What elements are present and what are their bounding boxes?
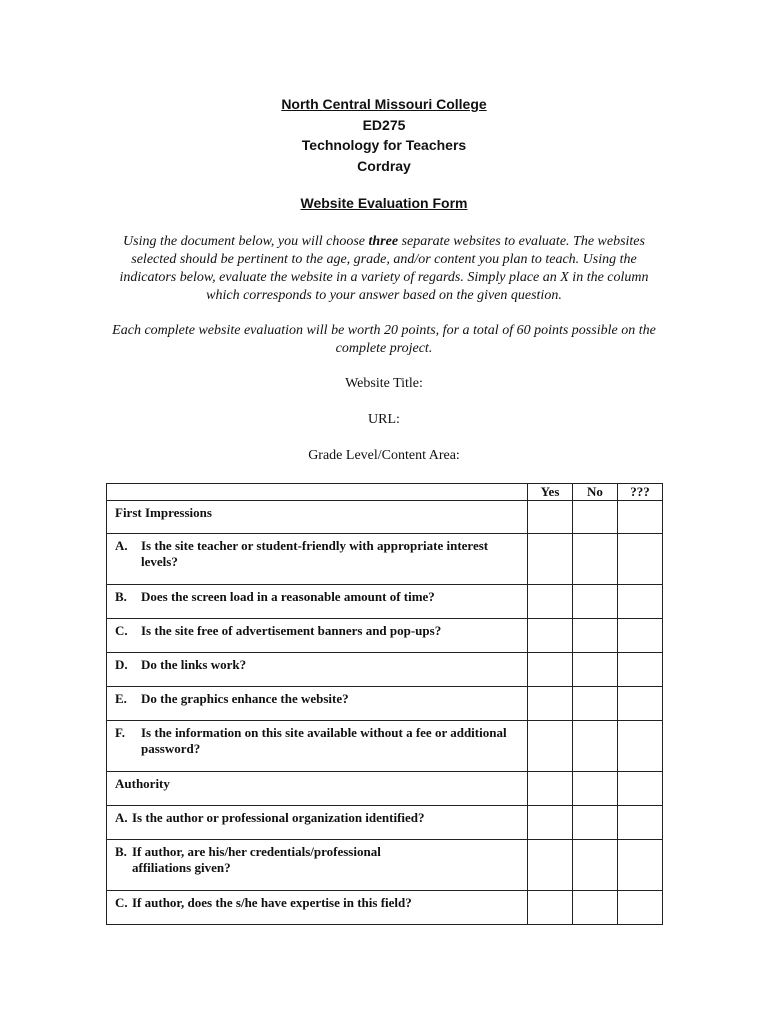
- answer-cell-yes[interactable]: [528, 585, 573, 619]
- answer-cell-unsure[interactable]: [618, 585, 663, 619]
- question-cell: [107, 585, 528, 619]
- question-letter: F.: [115, 725, 125, 740]
- answer-cell-unsure[interactable]: [618, 721, 663, 772]
- question-cell: [107, 653, 528, 687]
- website-title-label: Website Title:: [345, 376, 423, 391]
- table-row: [107, 840, 663, 891]
- answer-cell-yes[interactable]: [528, 806, 573, 840]
- question-letter: D.: [115, 657, 128, 672]
- question-text: Is the site teacher or student-friendly with appropriate interest levels?: [141, 538, 489, 569]
- scoring-paragraph: Each complete website evaluation will be worth 20 points, for a total of 60 points possible on the complete project.: [112, 323, 656, 356]
- column-header-unsure: ???: [618, 484, 663, 501]
- question-cell: [107, 806, 528, 840]
- intro-bold-word: three: [368, 234, 399, 249]
- answer-cell-no[interactable]: [573, 619, 618, 653]
- course-code: ED275: [362, 116, 406, 133]
- table-row: [107, 653, 663, 687]
- section-row: [107, 501, 663, 534]
- question-cell: [107, 721, 528, 772]
- question-text: Is the information on this site available without a fee or additional password?: [141, 725, 507, 756]
- question-text: Do the graphics enhance the website?: [141, 691, 349, 706]
- answer-cell-no[interactable]: [573, 585, 618, 619]
- answer-cell-unsure[interactable]: [618, 840, 663, 891]
- intro-paragraph: [110, 233, 658, 305]
- column-header-no: No: [573, 484, 618, 501]
- table-header-row: [107, 484, 663, 501]
- answer-cell-yes[interactable]: [528, 653, 573, 687]
- table-row: [107, 534, 663, 585]
- answer-cell-unsure[interactable]: [618, 534, 663, 585]
- table-row: [107, 891, 663, 925]
- intro-text-part1: Using the document below, you will choose: [123, 234, 369, 249]
- question-text: If author, are his/her credentials/professional affiliations given?: [132, 844, 381, 875]
- question-cell: [107, 687, 528, 721]
- answer-cell-unsure[interactable]: [618, 501, 663, 534]
- course-title: Technology for Teachers: [301, 137, 467, 153]
- evaluation-table: [106, 483, 663, 925]
- answer-cell-unsure[interactable]: [618, 653, 663, 687]
- question-letter: C.: [115, 895, 128, 910]
- table-row: [107, 687, 663, 721]
- section-row: [107, 772, 663, 806]
- instructor-name: Cordray: [357, 157, 411, 174]
- form-title: Website Evaluation Form: [300, 195, 468, 211]
- column-header-yes: Yes: [528, 484, 573, 501]
- answer-cell-unsure[interactable]: [618, 891, 663, 925]
- answer-cell-no[interactable]: [573, 840, 618, 891]
- question-letter: B.: [115, 844, 127, 859]
- answer-cell-no[interactable]: [573, 501, 618, 534]
- section-title-authority: Authority: [107, 772, 528, 806]
- answer-cell-no[interactable]: [573, 653, 618, 687]
- question-cell: [107, 891, 528, 925]
- question-cell: [107, 840, 528, 891]
- answer-cell-yes[interactable]: [528, 891, 573, 925]
- answer-cell-yes[interactable]: [528, 501, 573, 534]
- question-letter: B.: [115, 589, 127, 604]
- answer-cell-unsure[interactable]: [618, 619, 663, 653]
- section-title-first-impressions: First Impressions: [107, 501, 528, 534]
- question-text: If author, does the s/he have expertise in this field?: [132, 895, 412, 910]
- table-row: [107, 619, 663, 653]
- answer-cell-yes[interactable]: [528, 721, 573, 772]
- question-text: Does the screen load in a reasonable amount of time?: [141, 589, 435, 604]
- answer-cell-yes[interactable]: [528, 840, 573, 891]
- question-text: Do the links work?: [141, 657, 247, 672]
- answer-cell-no[interactable]: [573, 891, 618, 925]
- table-row: [107, 721, 663, 772]
- question-text: Is the site free of advertisement banners and pop-ups?: [141, 623, 442, 638]
- table-row: [107, 585, 663, 619]
- question-text: Is the author or professional organization identified?: [132, 810, 425, 825]
- answer-cell-unsure[interactable]: [618, 806, 663, 840]
- answer-cell-yes[interactable]: [528, 619, 573, 653]
- answer-cell-no[interactable]: [573, 806, 618, 840]
- header-blank-cell: [107, 484, 528, 501]
- college-name: North Central Missouri College: [281, 96, 487, 112]
- answer-cell-no[interactable]: [573, 772, 618, 806]
- question-letter: E.: [115, 691, 127, 706]
- question-letter: A.: [115, 538, 128, 553]
- answer-cell-unsure[interactable]: [618, 772, 663, 806]
- question-cell: [107, 619, 528, 653]
- answer-cell-yes[interactable]: [528, 534, 573, 585]
- answer-cell-unsure[interactable]: [618, 687, 663, 721]
- question-letter: A.: [115, 810, 128, 825]
- table-row: [107, 806, 663, 840]
- answer-cell-no[interactable]: [573, 687, 618, 721]
- intro-text-part2: separate websites to evaluate. The websites selected should be pertinent to the age, grade, and/or content you plan to teach. Using the indicators below, evaluate the website in a variety of regards. Simply place an X in the column which corresponds to your answer based on the given question.: [119, 234, 649, 303]
- answer-cell-no[interactable]: [573, 534, 618, 585]
- answer-cell-no[interactable]: [573, 721, 618, 772]
- answer-cell-yes[interactable]: [528, 687, 573, 721]
- grade-level-label: Grade Level/Content Area:: [308, 448, 460, 463]
- document-header: [0, 94, 768, 176]
- question-cell: [107, 534, 528, 585]
- url-label: URL:: [368, 412, 400, 427]
- answer-cell-yes[interactable]: [528, 772, 573, 806]
- question-letter: C.: [115, 623, 128, 638]
